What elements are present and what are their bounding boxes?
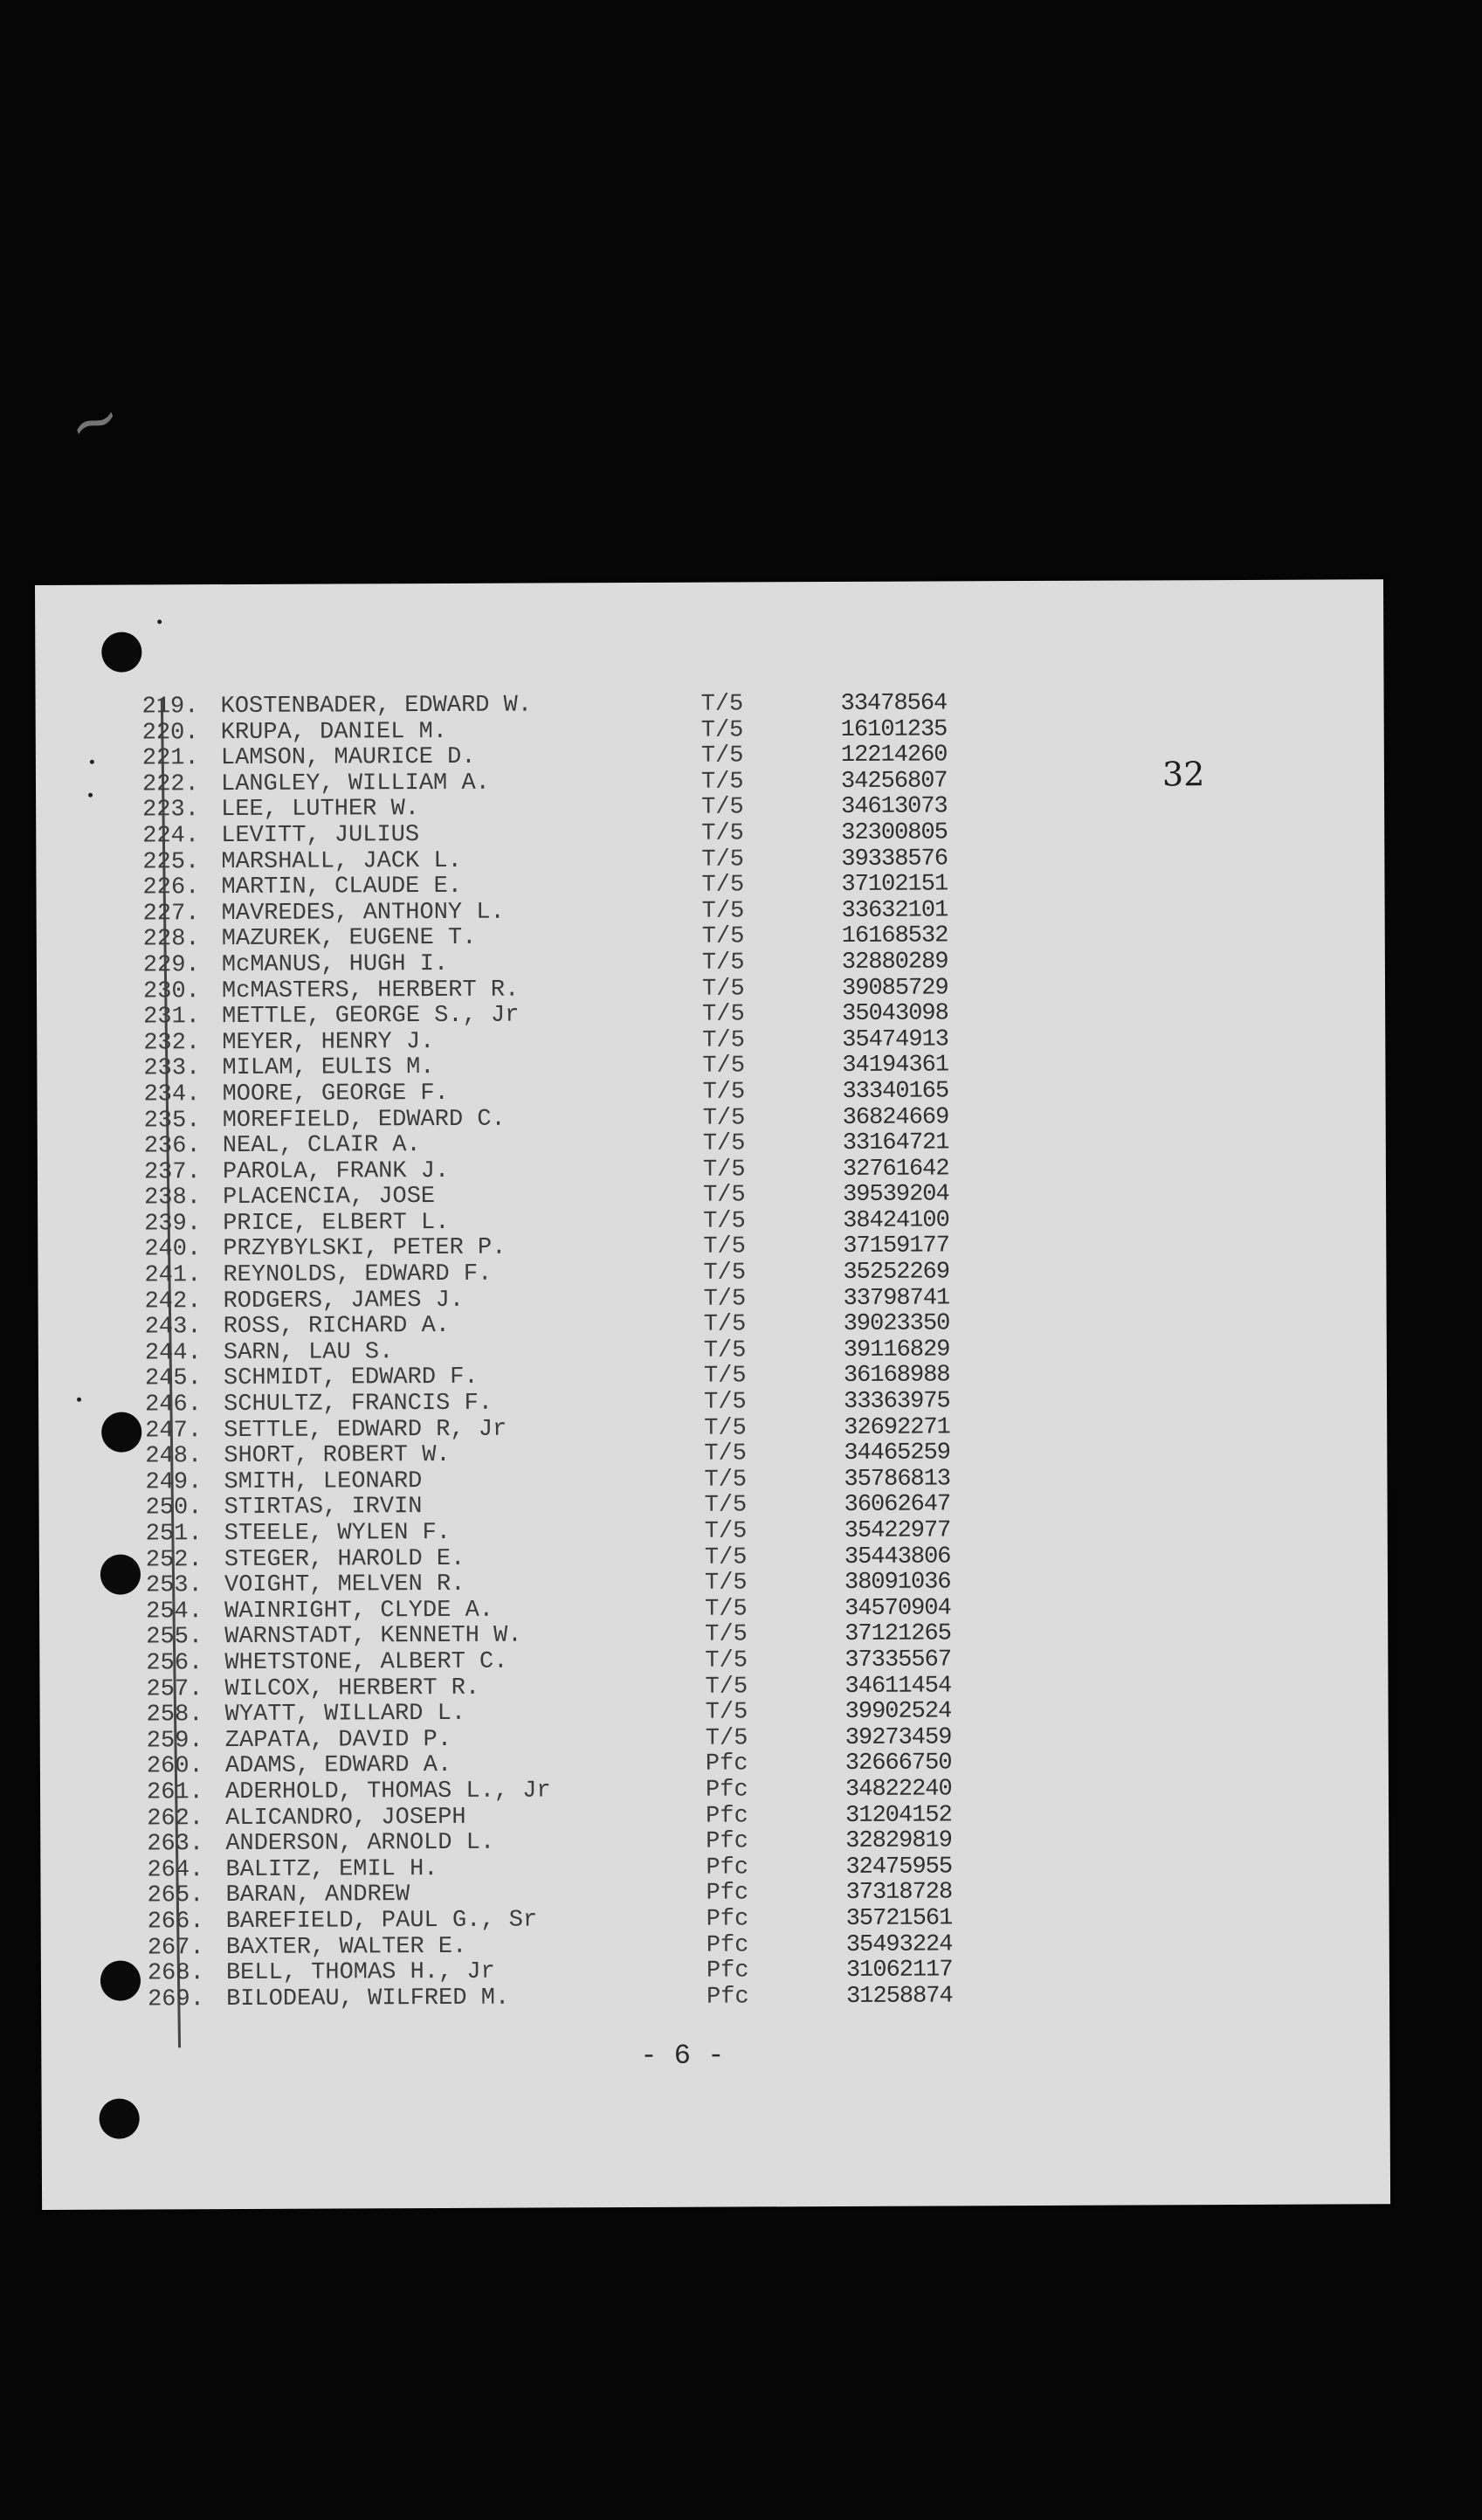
soldier-name: McMASTERS, HERBERT R. [221, 977, 520, 1005]
serial-number: 37121265 [844, 1620, 951, 1648]
soldier-name: PRICE, ELBERT L. [223, 1209, 450, 1237]
serial-number: 32692271 [844, 1414, 950, 1441]
serial-number: 39338576 [841, 846, 948, 873]
soldier-name: LEE, LUTHER W. [221, 796, 420, 824]
grade: T/5 [702, 1104, 746, 1132]
speck [90, 760, 94, 764]
grade: T/5 [702, 1079, 746, 1106]
serial-number: 38091036 [844, 1569, 951, 1597]
soldier-name: STEELE, WYLEN F. [224, 1519, 451, 1548]
row-number: 252. [145, 1546, 203, 1574]
serial-number: 36168988 [843, 1362, 950, 1390]
serial-number: 35721561 [845, 1905, 953, 1932]
serial-number: 34256807 [840, 768, 948, 795]
grade: T/5 [703, 1311, 747, 1338]
grade: T/5 [701, 872, 745, 899]
roster-row [148, 1984, 1021, 2013]
row-number: 257. [146, 1675, 203, 1703]
row-number: 248. [145, 1443, 203, 1470]
grade: T/5 [704, 1440, 748, 1467]
soldier-name: MOORE, GEORGE F. [222, 1080, 449, 1108]
page-identifier: 32 [1161, 755, 1205, 794]
serial-number: 34194361 [842, 1052, 949, 1080]
serial-number: 39539204 [842, 1181, 949, 1209]
soldier-name: KRUPA, DANIEL M. [220, 718, 448, 746]
grade: T/5 [700, 717, 744, 744]
soldier-name: WAINRIGHT, CLYDE A. [224, 1597, 494, 1625]
grade: T/5 [700, 691, 744, 718]
grade: T/5 [703, 1208, 746, 1235]
soldier-name: MARSHALL, JACK L. [221, 847, 462, 875]
row-number: 224. [142, 823, 200, 850]
soldier-name: MEYER, HENRY J. [222, 1028, 435, 1056]
serial-number: 35474913 [842, 1026, 948, 1053]
soldier-name: WARNSTADT, KENNETH W. [224, 1622, 522, 1651]
soldier-name: PRZYBYLSKI, PETER P. [223, 1235, 507, 1263]
serial-number: 37159177 [843, 1232, 950, 1260]
soldier-name: VOIGHT, MELVEN R. [224, 1571, 465, 1599]
row-number: 245. [144, 1365, 202, 1392]
row-number: 267. [147, 1934, 204, 1961]
row-number: 250. [145, 1495, 203, 1522]
soldier-name: RODGERS, JAMES J. [223, 1287, 465, 1315]
grade: T/5 [705, 1674, 748, 1701]
soldier-name: PAROLA, FRANK J. [222, 1157, 450, 1185]
grade: T/5 [701, 898, 745, 925]
serial-number: 32300805 [841, 819, 948, 846]
row-number: 244. [144, 1340, 202, 1367]
serial-number: 31258874 [845, 1983, 953, 2010]
serial-number: 35493224 [845, 1930, 953, 1958]
serial-number: 33632101 [841, 897, 948, 924]
row-number: 223. [142, 797, 200, 824]
soldier-name: ALICANDRO, JOSEPH [225, 1804, 466, 1832]
soldier-name: SCHMIDT, EDWARD F. [223, 1364, 479, 1392]
soldier-name: KOSTENBADER, EDWARD W. [220, 692, 533, 721]
grade: T/5 [704, 1389, 747, 1416]
row-number: 241. [144, 1262, 202, 1289]
serial-number: 32829819 [845, 1827, 952, 1855]
row-number: 243. [144, 1314, 202, 1341]
row-number: 230. [142, 977, 200, 1005]
row-number: 231. [143, 1004, 201, 1031]
soldier-name: STIRTAS, IRVIN [224, 1494, 423, 1522]
grade: T/5 [701, 949, 745, 977]
grade: T/5 [704, 1415, 747, 1442]
soldier-name: SARN, LAU S. [223, 1339, 394, 1366]
serial-number: 33478564 [840, 690, 948, 717]
grade: Pfc [706, 1854, 749, 1881]
row-number: 233. [143, 1055, 201, 1082]
speck [77, 1398, 81, 1402]
soldier-name: WILCOX, HERBERT R. [224, 1674, 480, 1702]
soldier-name: SETTLE, EDWARD R, Jr [224, 1416, 507, 1444]
soldier-name: McMANUS, HUGH I. [221, 950, 449, 979]
row-number: 255. [146, 1624, 203, 1651]
soldier-name: ROSS, RICHARD A. [223, 1313, 451, 1341]
soldier-name: MOREFIELD, EDWARD C. [222, 1106, 506, 1134]
serial-number: 32475955 [845, 1854, 953, 1881]
grade: T/5 [701, 923, 745, 951]
row-number: 242. [144, 1288, 202, 1315]
serial-number: 34822240 [844, 1776, 952, 1803]
serial-number: 37102151 [841, 871, 948, 899]
soldier-name: PLACENCIA, JOSE [222, 1184, 436, 1212]
row-number: 220. [141, 719, 199, 747]
row-number: 226. [142, 874, 200, 901]
serial-number: 38424100 [843, 1207, 949, 1234]
serial-number: 35043098 [842, 1000, 948, 1028]
row-number: 266. [147, 1909, 204, 1936]
soldier-name: NEAL, CLAIR A. [222, 1132, 421, 1160]
grade: T/5 [705, 1647, 748, 1674]
row-number: 240. [144, 1236, 202, 1263]
row-number: 254. [146, 1598, 203, 1626]
roster-list [142, 691, 1022, 2013]
scan-artifact-mark: ~ [58, 378, 131, 464]
serial-number: 32666750 [844, 1750, 952, 1778]
serial-number: 39116829 [843, 1336, 950, 1364]
serial-number: 33363975 [844, 1388, 950, 1415]
grade: T/5 [703, 1286, 747, 1313]
soldier-name: SHORT, ROBERT W. [224, 1442, 451, 1470]
grade: T/5 [703, 1260, 747, 1287]
serial-number: 16101235 [840, 716, 948, 743]
serial-number: 39902524 [844, 1698, 952, 1726]
soldier-name: ADAMS, EDWARD A. [224, 1752, 452, 1780]
serial-number: 36824669 [842, 1103, 949, 1131]
row-number: 235. [143, 1107, 201, 1134]
row-number: 234. [143, 1081, 201, 1108]
grade: T/5 [700, 742, 744, 770]
serial-number: 33798741 [843, 1285, 950, 1312]
row-number: 264. [147, 1856, 204, 1884]
soldier-name: BARAN, ANDREW [225, 1881, 410, 1909]
row-number: 268. [147, 1960, 204, 1987]
grade: T/5 [703, 1337, 747, 1364]
serial-number: 39085729 [841, 974, 948, 1002]
row-number: 246. [145, 1391, 202, 1419]
serial-number: 36062647 [844, 1491, 951, 1519]
grade: T/5 [705, 1699, 748, 1726]
row-number: 251. [145, 1521, 203, 1548]
grade: T/5 [702, 1130, 746, 1157]
serial-number: 32761642 [842, 1156, 949, 1183]
soldier-name: ADERHOLD, THOMAS L., Jr [224, 1778, 551, 1805]
grade: T/5 [705, 1725, 748, 1752]
binder-hole [101, 632, 141, 672]
row-number: 249. [145, 1468, 203, 1496]
serial-number: 35252269 [843, 1259, 950, 1287]
binder-hole [100, 1960, 141, 2000]
soldier-name: REYNOLDS, EDWARD F. [223, 1260, 493, 1289]
serial-number: 39023350 [843, 1310, 950, 1338]
document-page [35, 579, 1390, 2210]
row-number: 265. [147, 1882, 204, 1909]
row-number: 232. [143, 1029, 201, 1057]
serial-number: 34465259 [844, 1440, 951, 1467]
soldier-name: BILODEAU, WILFRED M. [225, 1985, 510, 2013]
grade: Pfc [706, 1906, 749, 1933]
serial-number: 16168532 [841, 922, 948, 950]
soldier-name: LAMSON, MAURICE D. [220, 743, 476, 772]
soldier-name: BAXTER, WALTER E. [225, 1933, 467, 1961]
soldier-name: MAZUREK, EUGENE T. [221, 925, 477, 953]
row-number: 256. [146, 1650, 203, 1677]
row-number: 259. [146, 1727, 203, 1755]
row-number: 222. [141, 770, 199, 798]
row-number: 258. [146, 1702, 203, 1729]
row-number: 227. [142, 900, 200, 928]
binder-hole [100, 2098, 140, 2138]
grade: T/5 [704, 1492, 748, 1520]
page-number: - 6 - [640, 2039, 725, 2072]
row-number: 261. [146, 1779, 203, 1806]
grade: Pfc [706, 1802, 748, 1830]
grade: Pfc [706, 1984, 749, 2011]
serial-number: 33340165 [842, 1078, 949, 1105]
serial-number: 35786813 [844, 1466, 951, 1493]
serial-number: 34611454 [844, 1672, 952, 1700]
serial-number: 31062117 [845, 1957, 953, 1985]
grade: T/5 [701, 794, 744, 822]
serial-number: 31204152 [845, 1801, 952, 1829]
grade: T/5 [702, 1156, 746, 1184]
row-number: 263. [147, 1831, 204, 1858]
soldier-name: SCHULTZ, FRANCIS F. [224, 1390, 493, 1419]
grade: T/5 [701, 846, 745, 873]
serial-number: 34570904 [844, 1595, 951, 1622]
serial-number: 32880289 [841, 949, 948, 976]
grade: T/5 [700, 769, 744, 796]
grade: Pfc [706, 1957, 749, 1985]
grade: T/5 [703, 1363, 747, 1391]
row-number: 237. [143, 1158, 201, 1186]
serial-number: 34613073 [841, 793, 948, 821]
serial-number: 37318728 [845, 1879, 953, 1907]
row-number: 229. [142, 952, 200, 979]
row-number: 236. [143, 1133, 201, 1160]
serial-number: 39273459 [844, 1724, 952, 1751]
soldier-name: ANDERSON, ARNOLD L. [225, 1829, 495, 1858]
row-number: 262. [147, 1805, 204, 1832]
row-number: 228. [142, 926, 200, 953]
row-number: 269. [148, 1985, 204, 2013]
row-number: 219. [141, 694, 199, 721]
grade: Pfc [705, 1777, 748, 1804]
soldier-name: MARTIN, CLAUDE E. [221, 873, 463, 901]
speck [157, 619, 162, 624]
grade: T/5 [701, 975, 745, 1003]
serial-number: 35422977 [844, 1517, 951, 1544]
row-number: 225. [142, 848, 200, 876]
row-number: 247. [145, 1417, 203, 1445]
grade: T/5 [702, 1182, 746, 1209]
grade: T/5 [705, 1621, 748, 1649]
serial-number: 35443806 [844, 1543, 951, 1571]
grade: T/5 [705, 1596, 748, 1623]
soldier-name: MAVREDES, ANTHONY L. [221, 899, 505, 927]
row-number: 238. [143, 1184, 201, 1212]
grade: Pfc [706, 1880, 749, 1907]
soldier-name: WYATT, WILLARD L. [224, 1701, 466, 1729]
serial-number: 33164721 [842, 1129, 949, 1157]
grade: T/5 [702, 1001, 745, 1028]
soldier-name: MILAM, EULIS M. [222, 1054, 435, 1082]
row-number: 239. [144, 1211, 202, 1238]
soldier-name: WHETSTONE, ALBERT C. [224, 1648, 508, 1677]
grade: T/5 [704, 1518, 748, 1545]
soldier-name: BAREFIELD, PAUL G., Sr [225, 1907, 538, 1935]
soldier-name: METTLE, GEORGE S., Jr [222, 1002, 520, 1031]
speck [88, 793, 93, 797]
grade: Pfc [706, 1828, 748, 1855]
binder-hole [101, 1412, 141, 1452]
serial-number: 37335567 [844, 1647, 952, 1674]
grade: T/5 [701, 820, 744, 847]
soldier-name: BELL, THOMAS H., Jr [225, 1958, 495, 1987]
grade: Pfc [705, 1750, 748, 1778]
row-number: 253. [145, 1572, 203, 1599]
grade: T/5 [702, 1053, 746, 1080]
soldier-name: ZAPATA, DAVID P. [224, 1726, 452, 1754]
serial-number: 12214260 [840, 742, 948, 770]
grade: T/5 [703, 1233, 746, 1261]
grade: T/5 [702, 1027, 745, 1054]
soldier-name: LANGLEY, WILLIAM A. [220, 770, 490, 797]
soldier-name: LEVITT, JULIUS [221, 822, 420, 850]
row-number: 221. [141, 745, 199, 772]
grade: T/5 [704, 1570, 748, 1597]
grade: T/5 [704, 1467, 748, 1494]
grade: Pfc [706, 1931, 749, 1959]
binder-hole [100, 1554, 141, 1594]
soldier-name: SMITH, LEONARD [224, 1467, 423, 1495]
soldier-name: BALITZ, EMIL H. [225, 1855, 438, 1883]
soldier-name: STEGER, HAROLD E. [224, 1545, 465, 1573]
grade: T/5 [704, 1544, 748, 1571]
row-number: 260. [146, 1753, 203, 1780]
